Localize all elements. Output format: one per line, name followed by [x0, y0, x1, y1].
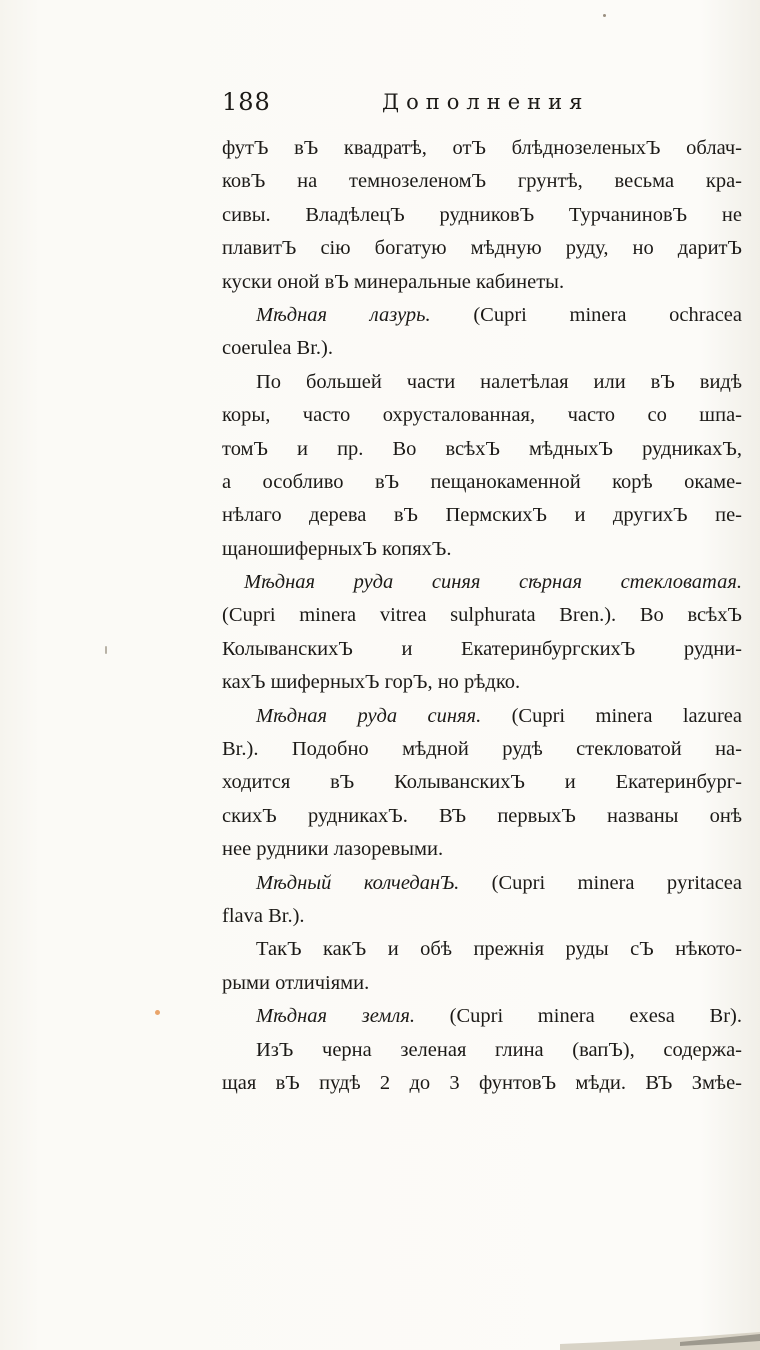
line-text [222, 132, 742, 165]
line-text [222, 232, 742, 265]
line-text [222, 1067, 742, 1100]
line-content: По большей части налетѣлая или вЪ видѣ [256, 370, 742, 393]
line-content: коры, часто охрусталованная, часто со шпа- [222, 404, 742, 427]
body-text [222, 132, 742, 1100]
line-text [256, 299, 742, 332]
line-content: сивы. ВладѣлецЪ рудниковЪ ТурчаниновЪ не [222, 203, 742, 226]
text-line [222, 132, 742, 165]
line-text [256, 1000, 742, 1033]
text-line [222, 499, 742, 532]
line-text [222, 833, 742, 866]
text-line [222, 933, 742, 966]
line-content: (Cupri minera ochracea [430, 303, 742, 326]
line-text [222, 533, 742, 566]
line-content: (Cupri minera exesa Br). [414, 1005, 742, 1028]
text-line [222, 800, 742, 833]
line-content: Br.). Подобно мѣдной рудѣ стекловатой на- [222, 738, 742, 761]
text-line [222, 566, 742, 599]
text-line [222, 700, 742, 733]
text-line [222, 733, 742, 766]
text-line [222, 833, 742, 866]
line-text [222, 800, 742, 833]
mineral-name: Мѣдная руда синяя. [256, 704, 482, 727]
text-line [222, 433, 742, 466]
running-head: Дополнения [382, 90, 590, 114]
text-line [222, 1000, 742, 1033]
line-content: томЪ и пр. Во всѣхЪ мѣдныхЪ рудникахЪ, [222, 437, 742, 460]
line-content: ходится вЪ КолыванскихЪ и Екатеринбург- [222, 771, 742, 794]
page-header [222, 88, 742, 122]
line-content: (Cupri minera lazurea [481, 704, 742, 727]
line-text [256, 867, 742, 900]
line-text [222, 466, 742, 499]
line-text [222, 332, 742, 365]
page-number: 188 [222, 88, 271, 116]
line-content: ТакЪ какЪ и обѣ прежнія руды сЪ нѣкото- [256, 938, 742, 961]
line-content: нѣлаго дерева вЪ ПермскихЪ и другихЪ пе- [222, 504, 742, 527]
text-line [222, 232, 742, 265]
line-content: ИзЪ черна зеленая глина (вапЪ), содержа- [256, 1038, 742, 1061]
line-content: ковЪ на темнозеленомЪ грунтѣ, весьма кра- [222, 170, 742, 193]
text-line [222, 599, 742, 632]
line-text [244, 566, 742, 599]
line-text [256, 700, 742, 733]
text-line [222, 666, 742, 699]
line-text [222, 399, 742, 432]
text-line [222, 867, 742, 900]
text-line [222, 266, 742, 299]
line-content: (Cupri minera pyritacea [459, 871, 742, 894]
ink-spot [603, 14, 606, 17]
text-line [222, 633, 742, 666]
mineral-name: Мѣдный колчеданЪ. [256, 871, 460, 894]
line-content: щая вЪ пудѣ 2 до 3 фунтовЪ мѣди. ВЪ Змѣе- [222, 1071, 742, 1094]
line-text [256, 1034, 742, 1067]
text-line [222, 199, 742, 232]
text-line [222, 332, 742, 365]
line-text [256, 366, 742, 399]
line-content: КолыванскихЪ и ЕкатеринбургскихЪ рудни- [222, 637, 742, 660]
line-text [222, 967, 742, 1000]
line-text [222, 165, 742, 198]
line-content: flava Br.). [222, 904, 305, 927]
mineral-name: Мѣдная руда синяя сѣрная стекловатая. [244, 571, 742, 594]
line-content: coerulea Br.). [222, 337, 333, 360]
text-line [222, 967, 742, 1000]
text-line [222, 299, 742, 332]
ink-spot [155, 1010, 160, 1015]
page-edge-shadow [560, 1310, 760, 1350]
text-line [222, 1034, 742, 1067]
line-content: (Cupri minera vitrea sulphurata Bren.). Во всѣхЪ [222, 604, 742, 627]
line-content: плавитЪ сію богатую мѣдную руду, но даритЪ [222, 237, 742, 260]
text-line [222, 366, 742, 399]
text-line [222, 399, 742, 432]
line-content: щаношиферныхЪ копяхЪ. [222, 537, 452, 560]
line-content: скихЪ рудникахЪ. ВЪ первыхЪ названы онѣ [222, 804, 742, 827]
mineral-name: Мѣдная земля. [256, 1005, 415, 1028]
line-text [222, 433, 742, 466]
line-text [222, 766, 742, 799]
line-text [222, 666, 742, 699]
line-text [222, 499, 742, 532]
text-line [222, 466, 742, 499]
line-text [222, 633, 742, 666]
line-content: а особливо вЪ пещанокаменной корѣ окаме- [222, 470, 742, 493]
line-text [222, 599, 742, 632]
line-text [222, 733, 742, 766]
line-text [222, 199, 742, 232]
text-line [222, 766, 742, 799]
line-content: кахЪ шиферныхЪ горЪ, но рѣдко. [222, 671, 521, 694]
text-line [222, 1067, 742, 1100]
text-line [222, 900, 742, 933]
ink-spot [105, 646, 107, 654]
line-content: рыми отличіями. [222, 971, 370, 994]
mineral-name: Мѣдная лазурь. [256, 303, 431, 326]
line-text [222, 266, 742, 299]
line-text [256, 933, 742, 966]
line-text [222, 900, 742, 933]
text-line [222, 533, 742, 566]
line-content: куски оной вЪ минеральные кабинеты. [222, 270, 565, 293]
line-content: футЪ вЪ квадратѣ, отЪ блѣднозеленыхЪ облач- [222, 137, 742, 159]
text-line [222, 165, 742, 198]
line-content: нее рудники лазоревыми. [222, 838, 444, 861]
